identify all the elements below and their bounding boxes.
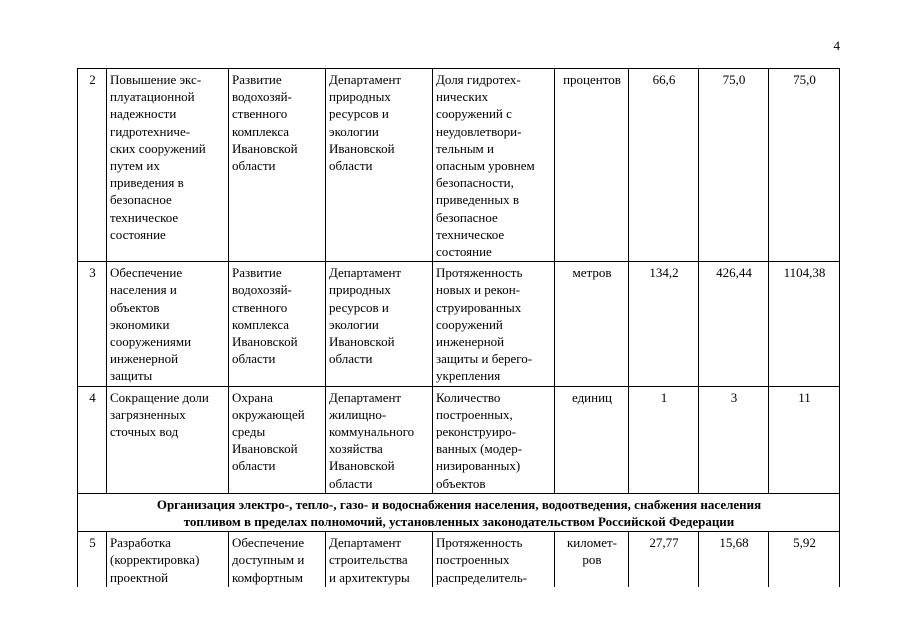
text-line: ственного — [232, 299, 288, 315]
text-line: сточных вод — [110, 424, 179, 440]
text-line: укрепления — [436, 368, 501, 384]
executor-cell — [326, 262, 433, 386]
value-cell: 15,68 — [699, 532, 769, 587]
text-line: хозяйства — [329, 441, 383, 457]
table-row — [78, 386, 840, 493]
text-line: Департамент — [329, 535, 402, 551]
unit-cell — [555, 532, 629, 587]
text-line: Ивановской — [329, 458, 395, 474]
text-line: Повышение экс- — [110, 72, 202, 87]
text-line: неудовлетвори- — [436, 123, 522, 139]
text-line: безопасное — [110, 192, 172, 208]
text-line: техническое — [110, 209, 179, 225]
text-line: экономики — [110, 316, 170, 332]
table-row — [78, 69, 840, 262]
text-line: ресурсов и — [329, 106, 389, 122]
value-cell: 11 — [769, 386, 840, 493]
text-line: Организация электро-, тепло-, газо- и водоснабжения населения, водоотведения, снабжения населения — [156, 496, 762, 512]
text-line: сооружений — [436, 316, 503, 332]
text-line: Обеспечение — [110, 265, 183, 281]
text-line: природных — [329, 282, 391, 298]
value-cell: 75,0 — [769, 69, 840, 262]
text-line: загрязненных — [110, 406, 186, 422]
text-line: защиты — [110, 368, 153, 384]
table-row — [78, 262, 840, 386]
text-line: Сокращение доли — [110, 389, 209, 405]
row-number: 2 — [78, 69, 107, 262]
text-line: Доля гидротех- — [436, 72, 521, 87]
value-cell: 27,77 — [629, 532, 699, 587]
text-line: Ивановской — [232, 334, 298, 350]
text-line: и архитектуры — [329, 569, 410, 585]
unit-cell — [555, 69, 629, 262]
text-line: надежности — [110, 106, 177, 122]
text-line: Обеспечение — [232, 535, 305, 551]
value-cell: 1 — [629, 386, 699, 493]
task-cell — [107, 532, 229, 587]
text-line: Департамент — [329, 265, 402, 281]
executor-cell — [326, 386, 433, 493]
executor-cell — [326, 69, 433, 262]
text-line: жилищно- — [329, 406, 387, 422]
text-line: ров — [582, 552, 602, 568]
text-line: Протяженность — [436, 535, 523, 551]
program-cell — [229, 386, 326, 493]
executor-cell — [326, 532, 433, 587]
text-line: Развитие — [232, 265, 282, 281]
text-line: путем их — [110, 158, 160, 174]
text-line: техническое — [436, 226, 505, 242]
text-line: ванных (модер- — [436, 441, 523, 457]
text-line: распределитель- — [436, 569, 528, 585]
text-line: Департамент — [329, 72, 402, 87]
text-line: безопасности, — [436, 175, 514, 191]
program-cell — [229, 532, 326, 587]
text-line: Протяженность — [436, 265, 523, 281]
text-line: километ- — [566, 535, 618, 551]
indicators-table — [77, 68, 840, 587]
text-line: сооружениями — [110, 334, 192, 350]
text-line: ственного — [232, 106, 288, 122]
text-line: построенных, — [436, 406, 513, 422]
text-line: среды — [232, 424, 266, 440]
value-cell: 3 — [699, 386, 769, 493]
text-line: Ивановской — [329, 334, 395, 350]
text-line: струированных — [436, 299, 522, 315]
text-line: приведения в — [110, 175, 184, 191]
section-heading — [78, 493, 840, 531]
text-line: экологии — [329, 316, 379, 332]
text-line: построенных — [436, 552, 510, 568]
text-line: области — [329, 475, 373, 491]
table-row — [78, 532, 840, 587]
row-number: 3 — [78, 262, 107, 386]
text-line: населения и — [110, 282, 177, 298]
text-line: метров — [572, 265, 612, 281]
text-line: строительства — [329, 552, 408, 568]
text-line: комфортным — [232, 569, 303, 585]
text-line: области — [329, 351, 373, 367]
text-line: Количество — [436, 389, 501, 405]
text-line: тельным и — [436, 140, 494, 156]
text-line: нических — [436, 89, 489, 105]
task-cell — [107, 386, 229, 493]
text-line: ресурсов и — [329, 299, 389, 315]
text-line: объектов — [110, 299, 160, 315]
text-line: доступным и — [232, 552, 305, 568]
text-line: гидротехниче- — [110, 123, 191, 139]
task-cell — [107, 262, 229, 386]
indicator-cell — [433, 532, 555, 587]
text-line: области — [329, 158, 373, 174]
value-cell: 75,0 — [699, 69, 769, 262]
text-line: инженерной — [110, 351, 179, 367]
value-cell: 1104,38 — [769, 262, 840, 386]
program-cell — [229, 69, 326, 262]
text-line: области — [232, 458, 276, 474]
value-cell: 66,6 — [629, 69, 699, 262]
text-line: окружающей — [232, 406, 305, 422]
text-line: комплекса — [232, 316, 290, 332]
text-line: Развитие — [232, 72, 282, 87]
text-line: сооружений с — [436, 106, 512, 122]
row-number: 4 — [78, 386, 107, 493]
text-line: объектов — [436, 475, 486, 491]
text-line: Ивановской — [232, 140, 298, 156]
text-line: топливом в пределах полномочий, установленных законодательством Российской Федерации — [183, 514, 735, 530]
text-line: экологии — [329, 123, 379, 139]
text-line: реконструиро- — [436, 424, 517, 440]
text-line: комплекса — [232, 123, 290, 139]
task-cell — [107, 69, 229, 262]
text-line: водохозяй- — [232, 89, 292, 105]
indicator-cell — [433, 262, 555, 386]
text-line: Охрана — [232, 389, 273, 405]
text-line: единиц — [571, 389, 613, 405]
unit-cell — [555, 386, 629, 493]
text-line: Ивановской — [329, 140, 395, 156]
text-line: защиты и берего- — [436, 351, 533, 367]
text-line: области — [232, 158, 276, 174]
text-line: плуатационной — [110, 89, 195, 105]
text-line: коммунального — [329, 424, 415, 440]
unit-cell — [555, 262, 629, 386]
indicator-cell — [433, 69, 555, 262]
text-line: опасным уровнем — [436, 158, 535, 174]
text-line: новых и рекон- — [436, 282, 520, 298]
text-line: Разработка — [110, 535, 171, 551]
text-line: процентов — [563, 72, 621, 87]
text-line: инженерной — [436, 334, 505, 350]
value-cell: 5,92 — [769, 532, 840, 587]
section-heading-row — [78, 493, 840, 531]
text-line: Ивановской — [232, 441, 298, 457]
page-number: 4 — [833, 38, 840, 53]
value-cell: 426,44 — [699, 262, 769, 386]
text-line: (корректировка) — [110, 552, 200, 568]
text-line: приведенных в — [436, 192, 519, 208]
text-line: низированных) — [436, 458, 521, 474]
program-cell — [229, 262, 326, 386]
text-line: области — [232, 351, 276, 367]
text-line: водохозяй- — [232, 282, 292, 298]
row-number: 5 — [78, 532, 107, 587]
value-cell: 134,2 — [629, 262, 699, 386]
text-line: Департамент — [329, 389, 402, 405]
text-line: проектной — [110, 569, 169, 585]
text-line: состояние — [110, 226, 166, 242]
indicator-cell — [433, 386, 555, 493]
text-line: безопасное — [436, 209, 498, 225]
text-line: ских сооружений — [110, 140, 206, 156]
text-line: природных — [329, 89, 391, 105]
text-line: состояние — [436, 244, 492, 260]
